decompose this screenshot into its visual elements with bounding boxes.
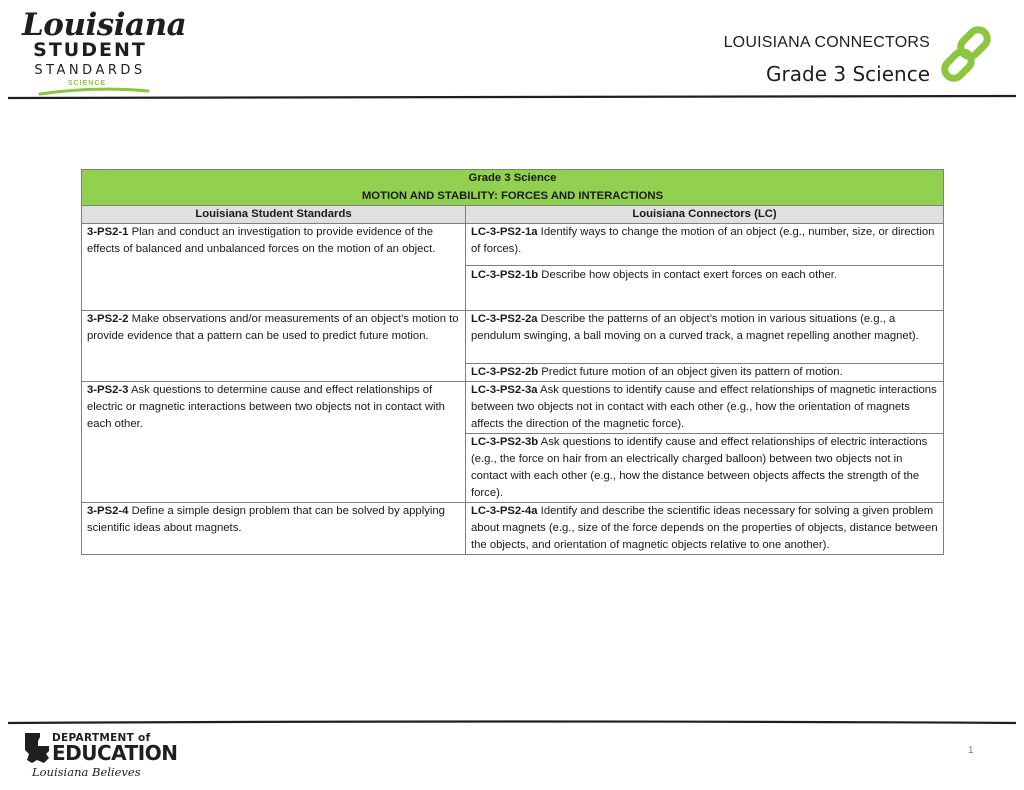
col-header-connectors: Louisiana Connectors (LC) <box>466 206 944 224</box>
connector-code: LC-3-PS2-2b <box>471 366 539 378</box>
louisiana-state-icon <box>24 732 50 764</box>
logo-standards-text: STANDARDS <box>34 63 146 78</box>
connector-code: LC-3-PS2-4a <box>471 505 538 517</box>
standard-text: Define a simple design problem that can be solved by applying scientific ideas about magnets. <box>87 505 445 534</box>
connector-text: Describe the patterns of an object’s motion in various situations (e.g., a pendulum swinging, a ball moving on a curved track, a magnet repelling another magnet). <box>471 313 919 342</box>
footer-divider <box>0 717 1024 729</box>
standard-text: Plan and conduct an investigation to provide evidence of the effects of balanced and unbalanced forces on the motion of an object. <box>87 226 436 255</box>
table-title-cell <box>82 170 944 206</box>
table-title-topic: MOTION AND STABILITY: FORCES AND INTERACTIONS <box>361 190 664 202</box>
column-header-row <box>82 206 944 224</box>
logo-student-text: STUDENT <box>33 39 147 61</box>
standard-code: 3-PS2-3 <box>87 384 129 396</box>
education-label: EDUCATION <box>52 741 178 765</box>
logo-script-text: Louisiana <box>22 7 187 43</box>
logo-science-text: SCIENCE <box>67 80 107 87</box>
connector-cell <box>466 311 944 364</box>
table-row <box>82 311 944 364</box>
connector-text: Ask questions to identify cause and effect relationships of magnetic interactions between two objects not in contact with each other (e.g., how the orientation of magnets affects the direction of the magnetic force). <box>471 384 937 430</box>
connector-text: Describe how objects in contact exert forces on each other. <box>538 269 838 281</box>
connector-cell <box>466 503 944 555</box>
dept-label: DEPARTMENT of <box>52 732 151 744</box>
connector-cell <box>466 434 944 503</box>
standard-cell <box>82 224 466 311</box>
connector-code: LC-3-PS2-1a <box>471 226 538 238</box>
connector-text: Predict future motion of an object given its pattern of motion. <box>538 366 843 378</box>
connector-cell <box>466 364 944 382</box>
standard-cell <box>82 503 466 555</box>
connector-cell <box>466 224 944 266</box>
table-row <box>82 382 944 434</box>
connector-code: LC-3-PS2-3b <box>471 436 539 448</box>
connector-code: LC-3-PS2-1b <box>471 269 539 281</box>
connector-text: Identify and describe the scientific ideas necessary for solving a given problem about magnets (e.g., size of the force depends on the properties of objects, distance between the objects, and orientation of magnetic objects relative to one another). <box>471 505 938 551</box>
louisiana-student-standards-logo <box>22 7 187 96</box>
standard-code: 3-PS2-1 <box>87 226 129 238</box>
standard-text: Ask questions to determine cause and effect relationships of electric or magnetic interactions between two objects not in contact with each other. <box>87 384 445 430</box>
tagline: Louisiana Believes <box>32 765 141 779</box>
table-row <box>82 224 944 266</box>
table-title-grade: Grade 3 Science <box>468 172 557 184</box>
connector-text: Identify ways to change the motion of an object (e.g., number, size, or direction of forces). <box>471 226 935 255</box>
header-divider <box>0 90 1024 102</box>
standard-text: Make observations and/or measurements of an object’s motion to provide evidence that a pattern can be used to predict future motion. <box>87 313 459 342</box>
standard-cell <box>82 311 466 382</box>
standard-code: 3-PS2-2 <box>87 313 129 325</box>
table-row <box>82 503 944 555</box>
connector-cell <box>466 382 944 434</box>
connector-code: LC-3-PS2-2a <box>471 313 538 325</box>
connectors-heading: LOUISIANA CONNECTORS <box>723 34 930 51</box>
connector-code: LC-3-PS2-3a <box>471 384 538 396</box>
connectors-table <box>81 169 944 555</box>
connector-text: Ask questions to identify cause and effect relationships of electric interactions (e.g., the force on hair from an electrically charged balloon) between two objects not in contact with each other (e.g., how the distance between objects affects the strength of the force). <box>471 436 928 499</box>
department-of-education-logo <box>24 732 178 782</box>
connector-cell <box>466 266 944 311</box>
standard-cell <box>82 382 466 503</box>
standard-code: 3-PS2-4 <box>87 505 129 517</box>
chain-link-icon <box>938 24 1000 86</box>
grade-title: Grade 3 Science <box>766 62 930 86</box>
table-title-row <box>82 170 944 206</box>
page-number: 1 <box>968 745 974 756</box>
col-header-standards: Louisiana Student Standards <box>82 206 466 224</box>
